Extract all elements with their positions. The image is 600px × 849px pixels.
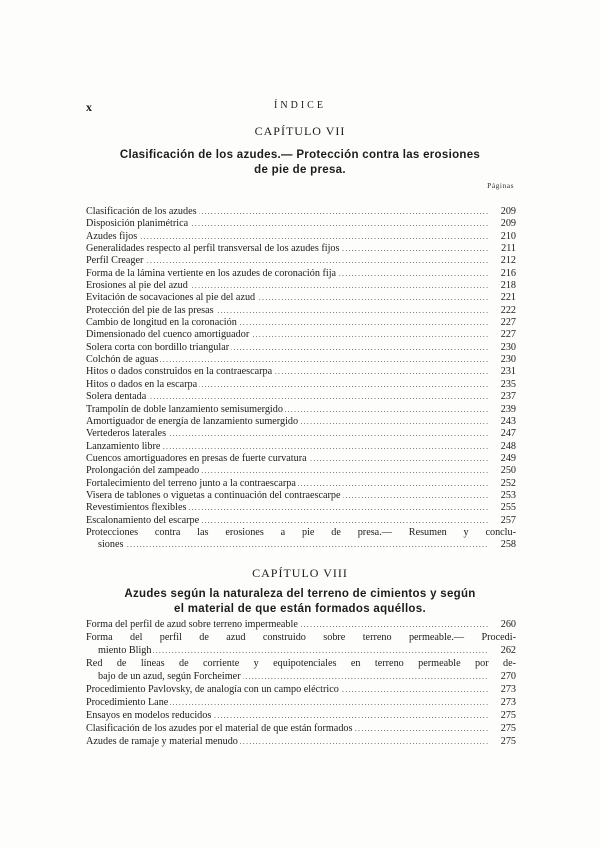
toc-entry: [86, 618, 516, 631]
toc-entry: [86, 722, 516, 735]
dot-leader: [98, 644, 488, 657]
toc-entry-title: Vertederos laterales: [86, 428, 167, 440]
toc-page-number: 209: [500, 218, 516, 230]
toc-list: [86, 206, 516, 552]
toc-entry-title: Prolongación del zampeado: [86, 465, 200, 477]
toc-entry: [86, 735, 516, 748]
toc-page-number: 231: [500, 366, 516, 378]
chapter-label: CAPÍTULO VII: [254, 124, 346, 138]
toc-entry: [86, 465, 516, 477]
toc-entry: [86, 683, 516, 696]
toc-page-number: 275: [500, 710, 516, 721]
toc-page-number: 258: [500, 539, 516, 551]
toc-page-number: 210: [500, 230, 516, 242]
toc-page-number: 235: [500, 378, 516, 390]
toc-entry: [86, 366, 516, 378]
toc-page-number: 230: [500, 354, 516, 366]
dot-leader: [86, 305, 488, 317]
toc-page-number: 273: [500, 684, 516, 695]
toc-entry-title: Dimensionado del cuenco amortiguador: [86, 329, 250, 341]
toc-entry-title: Azudes de ramaje y material menudo: [86, 736, 238, 747]
toc-entry-title: Amortiguador de energía de lanzamiento sumergido: [86, 415, 299, 427]
toc-entry: [86, 502, 516, 514]
chapter-title: [80, 148, 520, 178]
toc-entry-title-continued: bajo de un azud, según Forcheimer: [98, 671, 241, 682]
dot-leader: [86, 490, 488, 502]
toc-entry: [86, 696, 516, 709]
toc-page-number: 212: [500, 255, 516, 267]
toc-page-number: 273: [500, 697, 516, 708]
toc-entry: [86, 428, 516, 440]
toc-page-number: 250: [500, 465, 516, 477]
dot-leader: [86, 735, 488, 748]
dot-leader: [86, 255, 488, 267]
toc-page-number: 270: [500, 671, 516, 682]
dot-leader: [86, 243, 488, 255]
toc-page-number: 243: [500, 415, 516, 427]
toc-entry: [86, 515, 516, 527]
dot-leader: [86, 342, 488, 354]
toc-entry: [86, 218, 516, 230]
toc-page-number: 257: [500, 514, 516, 526]
dot-leader: [86, 502, 488, 514]
dot-leader: [86, 618, 488, 631]
pages-column-label: Páginas: [487, 181, 514, 190]
toc-entry: [86, 268, 516, 280]
dot-leader: [86, 709, 488, 722]
toc-page-number: 230: [500, 341, 516, 353]
dot-leader: [86, 404, 488, 416]
dot-leader: [86, 416, 488, 428]
toc-entry-title: Forma del perfil de azud sobre terreno impermeable: [86, 619, 298, 630]
dot-leader: [86, 515, 488, 527]
toc-entry: [86, 329, 516, 341]
toc-entry-title: Ensayos en modelos reducidos: [86, 710, 212, 721]
chapter-title: [60, 587, 540, 617]
chapter-title-line: Clasificación de los azudes.— Protección contra las erosiones: [119, 149, 481, 161]
running-head: [86, 100, 514, 114]
toc-entry: [86, 305, 516, 317]
dot-leader: [86, 280, 488, 292]
toc-entry: [86, 416, 516, 428]
toc-entry: [86, 317, 516, 329]
toc-entry: [86, 527, 516, 552]
dot-leader: [86, 722, 488, 735]
toc-entry: [86, 231, 516, 243]
toc-entry-title: Forma de la lámina vertiente en los azudes de coronación fija: [86, 267, 337, 279]
toc-entry-title: Red de líneas de corriente y equipotenciales en terreno permeable por de-: [86, 658, 516, 669]
toc-entry-title: Solera dentada: [86, 391, 147, 403]
chapter-title-line: Azudes según la naturaleza del terreno de cimientos y según: [124, 588, 476, 600]
toc-entry-title: Lanzamiento libre: [86, 440, 161, 452]
chapter-title-line: el material de que están formados aquéllos.: [174, 603, 426, 615]
toc-page-number: 253: [500, 489, 516, 501]
toc-entry: [86, 478, 516, 490]
toc-entry: [86, 379, 516, 391]
toc-entry-title: Protecciones contra las erosiones a pie de presa.— Resumen y conclu-: [86, 526, 516, 538]
page-number-roman: x: [86, 100, 92, 114]
toc-entry: [86, 657, 516, 683]
dot-leader: [98, 670, 488, 683]
toc-page-number: 247: [500, 428, 516, 440]
toc-entry-title: Clasificación de los azudes por el material de que están formados: [86, 723, 353, 734]
dot-leader: [86, 441, 488, 453]
toc-entry: [86, 391, 516, 403]
toc-entry-title: Forma del perfil de azud construido sobre terreno permeable.— Procedi-: [86, 632, 516, 643]
toc-entry-title: Hitos o dados construidos en la contraescarpa: [86, 366, 273, 378]
toc-entry: [86, 404, 516, 416]
dot-leader: [86, 465, 488, 477]
dot-leader: [86, 428, 488, 440]
toc-entry-title: Procedimiento Pavlovsky, de analogía con un campo eléctrico: [86, 684, 339, 695]
toc-page-number: 252: [500, 477, 516, 489]
toc-entry-title: Evitación de socavaciones al pie del azud: [86, 292, 256, 304]
toc-entry: [86, 631, 516, 657]
toc-entry: [86, 453, 516, 465]
section-title: ÍNDICE: [274, 100, 326, 111]
toc-entry-title: Clasificación de los azudes: [86, 206, 197, 217]
toc-entry-title-continued: miento Bligh: [98, 645, 152, 656]
toc-page-number: 227: [500, 329, 516, 341]
toc-page-number: 227: [500, 317, 516, 329]
toc-entry-title: Cuencos amortiguadores en presas de fuerte curvatura: [86, 452, 307, 464]
toc-entry-title: Trampolín de doble lanzamiento semisumergido: [86, 403, 283, 415]
toc-page-number: 237: [500, 391, 516, 403]
toc-page-number: 221: [500, 292, 516, 304]
toc-entry-title: Escalonamiento del escarpe: [86, 514, 200, 526]
toc-entry-title: Erosiones al pie del azud: [86, 280, 188, 292]
dot-leader: [86, 317, 488, 329]
toc-entry: [86, 280, 516, 292]
toc-page-number: 248: [500, 440, 516, 452]
toc-entry-title: Procedimiento Lane: [86, 697, 169, 708]
toc-page-number: 216: [500, 267, 516, 279]
dot-leader: [86, 268, 488, 280]
toc-entry: [86, 206, 516, 218]
toc-entry: [86, 709, 516, 722]
dot-leader: [86, 292, 488, 304]
toc-entry: [86, 354, 516, 366]
toc-entry-title: Fortalecimiento del terreno junto a la contraescarpa: [86, 477, 296, 489]
dot-leader: [86, 696, 488, 709]
toc-page-number: 275: [500, 723, 516, 734]
dot-leader: [86, 453, 488, 465]
toc-entry: [86, 441, 516, 453]
toc-page-number: 218: [500, 280, 516, 292]
dot-leader: [86, 354, 488, 366]
toc-entry: [86, 243, 516, 255]
dot-leader: [86, 231, 488, 243]
toc-page-number: 222: [500, 304, 516, 316]
toc-page-number: 275: [500, 736, 516, 747]
toc-entry-title: Protección del pie de las presas: [86, 304, 214, 316]
toc-entry-title: Perfil Creager: [86, 255, 144, 267]
dot-leader: [86, 218, 488, 230]
toc-page-number: 211: [501, 243, 516, 255]
toc-page-number: 260: [500, 619, 516, 630]
toc-page-number: 239: [500, 403, 516, 415]
toc-entry: [86, 342, 516, 354]
toc-entry-title: Revestimientos flexibles: [86, 502, 187, 514]
dot-leader: [98, 539, 488, 551]
dot-leader: [86, 478, 488, 490]
toc-page-number: 209: [500, 206, 516, 217]
dot-leader: [86, 391, 488, 403]
toc-page-number: 249: [500, 452, 516, 464]
dot-leader: [86, 683, 488, 696]
toc-entry: [86, 490, 516, 502]
chapter-title-line: de pie de presa.: [254, 164, 346, 176]
dot-leader: [86, 329, 488, 341]
toc-entry-title: Solera corta con bordillo triangular: [86, 341, 230, 353]
toc-entry-title-continued: siones: [98, 539, 124, 551]
toc-list: [86, 618, 516, 748]
dot-leader: [86, 379, 488, 391]
toc-entry-title: Visera de tablones o viguetas a continuación del contraescarpe: [86, 489, 341, 501]
toc-page-number: 262: [500, 645, 516, 656]
toc-entry-title: Azudes fijos: [86, 230, 138, 242]
toc-entry-title: Generalidades respecto al perfil transversal de los azudes fijos: [86, 243, 340, 255]
chapter-label: CAPÍTULO VIII: [252, 566, 348, 580]
toc-entry-title: Disposición planimétrica: [86, 218, 189, 230]
toc-entry-title: Cambio de longitud en la coronación: [86, 317, 237, 329]
dot-leader: [86, 206, 488, 218]
dot-leader: [86, 366, 488, 378]
toc-page-number: 255: [500, 502, 516, 514]
toc-entry-title: Hitos o dados en la escarpa: [86, 378, 198, 390]
toc-entry-title: Colchón de aguas: [86, 354, 159, 366]
toc-entry: [86, 255, 516, 267]
toc-entry: [86, 292, 516, 304]
